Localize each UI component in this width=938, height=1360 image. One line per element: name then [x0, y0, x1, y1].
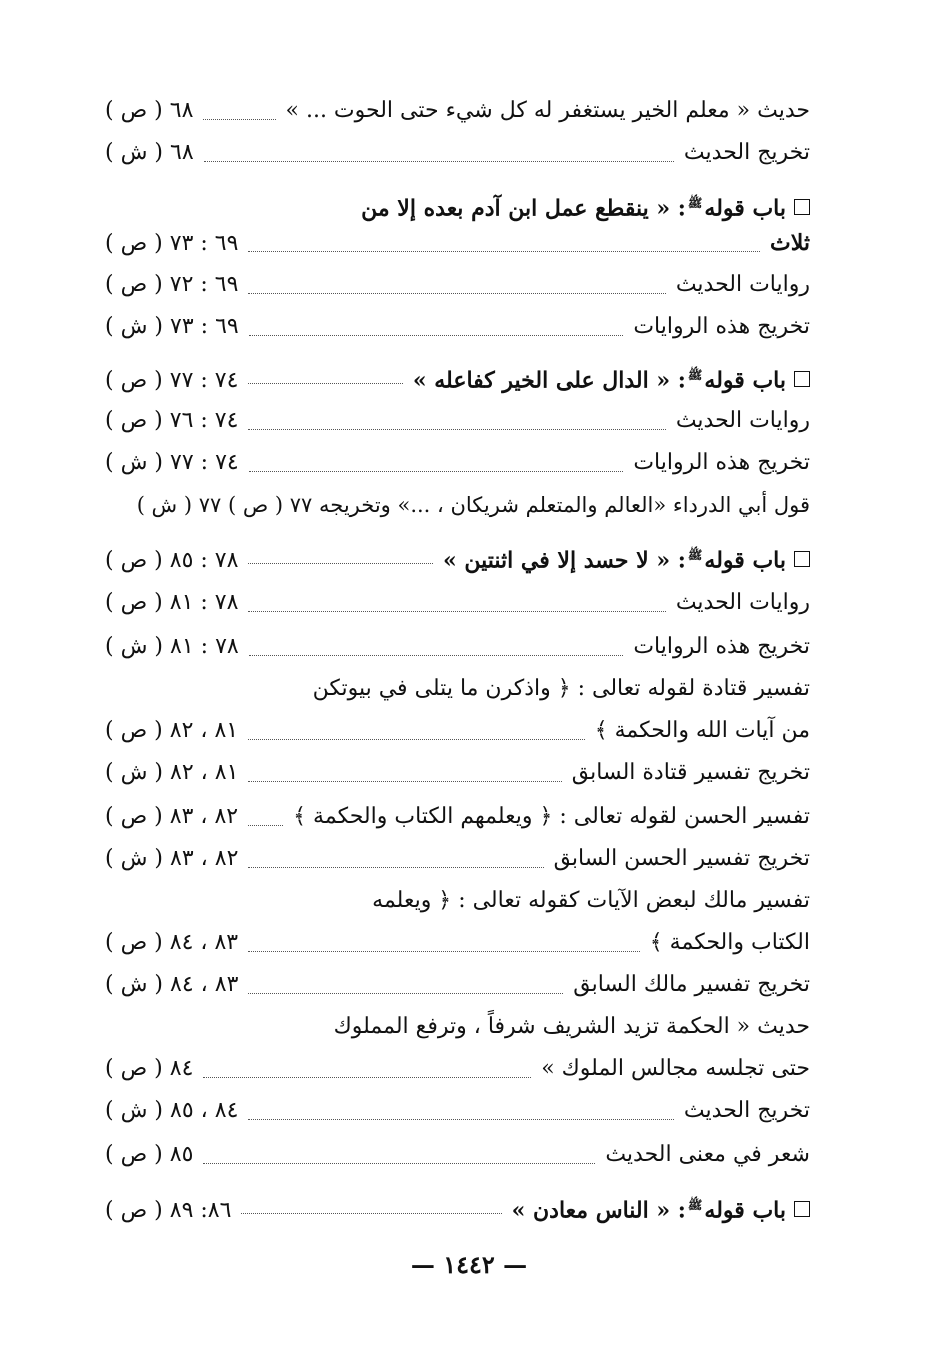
index-entry — [105, 486, 810, 524]
dot-leader — [248, 292, 665, 294]
dot-leader — [204, 160, 674, 162]
chapter-title: : « الدال على الخير كفاعله » — [412, 367, 686, 394]
chapter-title: : « لا حسد إلا في اثنتين » — [442, 547, 686, 574]
page-ref: ٦٨ ( ش ) — [105, 140, 194, 165]
dot-leader — [203, 118, 275, 120]
chapter-prefix: باب قوله — [704, 367, 786, 394]
page-ref: ٧٨ : ٨٥ ( ص ) — [105, 548, 239, 574]
index-entry — [105, 224, 810, 262]
salla-icon: ﷺ — [687, 368, 703, 382]
entry-text: تخريج هذه الروايات — [633, 314, 810, 339]
page-ref: ٧٨ : ٨١ ( ص ) — [105, 590, 239, 615]
index-entry — [105, 444, 810, 482]
entry-text: تفسير الحسن لقوله تعالى : ﴿ ويعلمهم الكتاب والحكمة ﴾ — [293, 804, 810, 829]
dot-leader — [248, 780, 561, 782]
entry-text: تخريج هذه الروايات — [633, 634, 810, 659]
entry-text: حديث « معلم الخير يستغفر له كل شيء حتى الحوت ... » — [285, 98, 810, 123]
entry-text: تخريج هذه الروايات — [633, 450, 810, 475]
chapter-heading-line — [361, 184, 810, 227]
index-entry-line: حديث « الحكمة تزيد الشريف شرفاً ، وترفع المملوك — [333, 1014, 810, 1039]
entry-text: الكتاب والحكمة ﴾ — [649, 930, 810, 955]
index-entry — [105, 584, 810, 622]
page-ref: ٦٩ : ٧٢ ( ص ) — [105, 272, 239, 297]
checkbox-square-icon — [794, 371, 810, 387]
page-ref: ٧٤ : ٧٧ ( ش ) — [105, 450, 239, 475]
entry-text: تخريج تفسير الحسن السابق — [553, 846, 810, 871]
chapter-heading — [105, 1186, 810, 1224]
checkbox-square-icon — [794, 1201, 810, 1217]
dot-leader — [249, 334, 624, 336]
dot-leader — [248, 382, 402, 384]
index-entry — [105, 754, 810, 792]
chapter-heading — [105, 536, 810, 574]
salla-icon: ﷺ — [687, 1198, 703, 1212]
dot-leader — [248, 738, 585, 740]
index-entry-line: تفسير مالك لبعض الآيات كقوله تعالى : ﴿ ويعلمه — [372, 888, 810, 913]
chapter-heading-text — [443, 536, 810, 579]
page-ref: ٦٩ : ٧٣ ( ص ) — [105, 231, 239, 256]
dot-leader — [203, 1162, 595, 1164]
dot-leader — [248, 562, 433, 564]
dot-leader — [248, 1118, 674, 1120]
dot-leader — [248, 250, 760, 252]
page-ref: ٨٢ ، ٨٣ ( ش ) — [105, 846, 239, 871]
chapter-prefix: باب قوله — [704, 195, 786, 222]
chapter-heading — [105, 356, 810, 394]
index-entry-line: تفسير قتادة لقوله تعالى : ﴿ واذكرن ما يتلى في بيوتكن — [312, 676, 810, 701]
chapter-title-continued: ثلاث — [770, 230, 810, 256]
checkbox-square-icon — [794, 551, 810, 567]
entry-text: روايات الحديث — [675, 272, 810, 297]
index-entry — [105, 924, 810, 962]
dot-leader — [248, 992, 563, 994]
entry-text: من آيات الله والحكمة ﴾ — [594, 718, 810, 743]
page-ref: ٨١ ، ٨٢ ( ص ) — [105, 718, 239, 743]
entry-text: روايات الحديث — [675, 590, 810, 615]
index-entry — [105, 1136, 810, 1174]
chapter-heading-text — [413, 356, 810, 399]
checkbox-square-icon — [794, 199, 810, 215]
entry-text: تخريج تفسير مالك السابق — [573, 972, 810, 997]
index-entry — [105, 1092, 810, 1130]
dot-leader — [241, 1212, 501, 1214]
salla-icon: ﷺ — [687, 196, 703, 210]
index-entry — [105, 308, 810, 346]
page-ref: ٦٨ ( ص ) — [105, 98, 194, 123]
page-ref: ٨٢ ، ٨٣ ( ص ) — [105, 804, 239, 829]
index-entry — [105, 966, 810, 1004]
index-entry — [105, 402, 810, 440]
index-entry — [105, 628, 810, 666]
index-entry — [105, 1050, 810, 1088]
entry-text: تخريج الحديث — [683, 1098, 810, 1123]
dot-leader — [203, 1076, 531, 1078]
index-entry — [105, 92, 810, 130]
page-ref: ٧٨ : ٨١ ( ش ) — [105, 634, 239, 659]
dot-leader — [248, 950, 640, 952]
index-entry — [105, 134, 810, 172]
chapter-heading-text — [512, 1186, 810, 1229]
chapter-title: : « الناس معادن » — [511, 1197, 686, 1224]
index-entry — [105, 712, 810, 750]
page-ref: ٧٤ : ٧٦ ( ص ) — [105, 408, 239, 433]
index-entry — [105, 840, 810, 878]
dot-leader — [249, 470, 624, 472]
chapter-prefix: باب قوله — [704, 547, 786, 574]
page-ref: ٧٤ : ٧٧ ( ص ) — [105, 368, 239, 394]
page-ref: ٨٣ ، ٨٤ ( ش ) — [105, 972, 239, 997]
dot-leader — [248, 610, 665, 612]
entry-text: تخريج الحديث — [683, 140, 810, 165]
page-ref: ٨٥ ( ص ) — [105, 1142, 194, 1167]
dot-leader — [248, 866, 543, 868]
chapter-prefix: باب قوله — [704, 1197, 786, 1224]
entry-text: قول أبي الدرداء «العالم والمتعلم شريكان ، ...» وتخريجه ٧٧ ( ص ) ٧٧ ( ش ) — [136, 493, 810, 517]
index-entry — [105, 266, 810, 304]
entry-text: شعر في معنى الحديث — [605, 1142, 810, 1167]
index-entry — [105, 798, 810, 836]
page-number: — ١٤٤٢ — — [410, 1250, 528, 1279]
page-ref: ٨٣ ، ٨٤ ( ص ) — [105, 930, 239, 955]
page-ref: ٨٤ ( ص ) — [105, 1056, 194, 1081]
chapter-title: : « ينقطع عمل ابن آدم بعده إلا من — [361, 195, 686, 222]
dot-leader — [248, 428, 665, 430]
page-ref: ٦٩ : ٧٣ ( ش ) — [105, 314, 239, 339]
page-ref: ٨٦: ٨٩ ( ص ) — [105, 1198, 232, 1224]
dot-leader — [248, 824, 283, 826]
page-ref: ٨١ ، ٨٢ ( ش ) — [105, 760, 239, 785]
salla-icon: ﷺ — [687, 548, 703, 562]
page-ref: ٨٤ ، ٨٥ ( ش ) — [105, 1098, 239, 1123]
entry-text: روايات الحديث — [675, 408, 810, 433]
entry-text: حتى تجلسه مجالس الملوك » — [541, 1056, 810, 1081]
entry-text: تخريج تفسير قتادة السابق — [571, 760, 810, 785]
dot-leader — [249, 654, 624, 656]
